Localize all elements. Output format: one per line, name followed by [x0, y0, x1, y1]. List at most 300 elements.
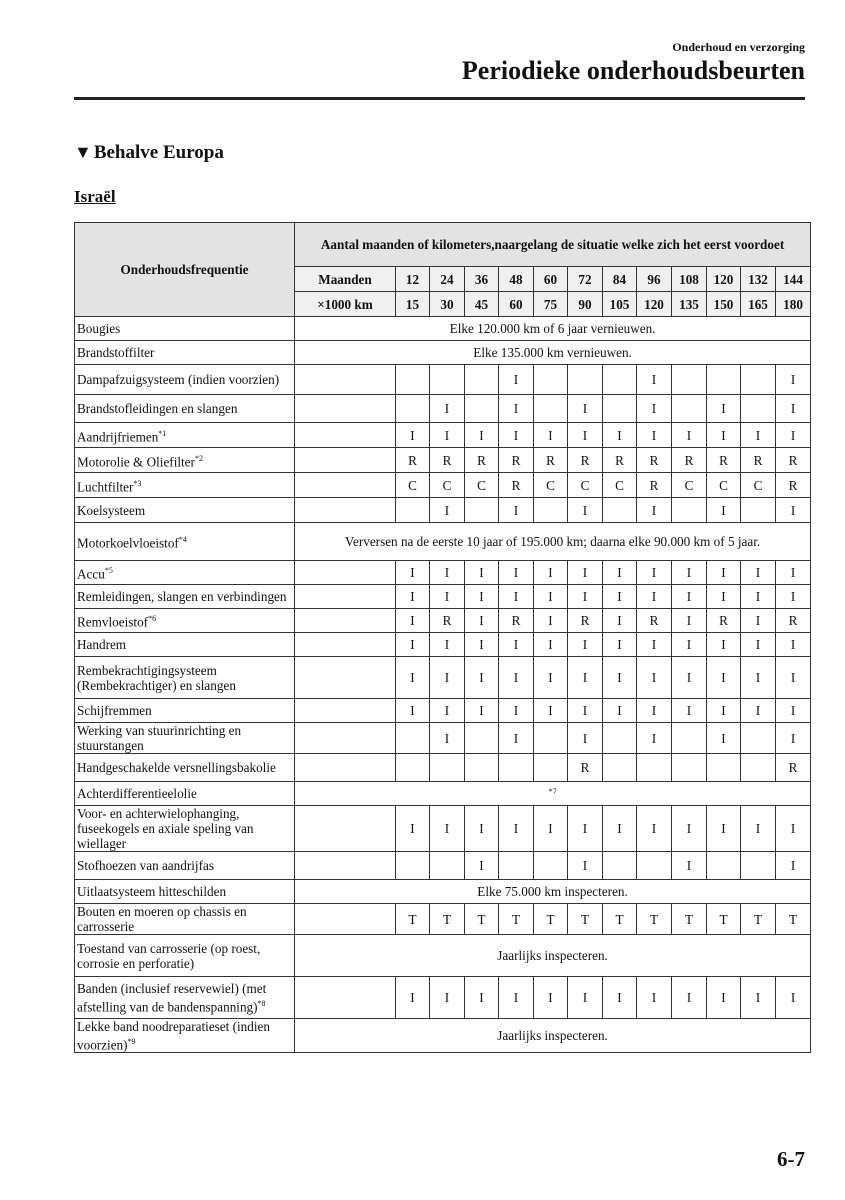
interval-cell: I — [637, 498, 672, 523]
interval-cell: I — [707, 723, 741, 754]
interval-cell: R — [707, 609, 741, 633]
item-text: Aandrijfriemen — [77, 429, 159, 445]
interval-cell: R — [396, 448, 430, 473]
interval-cell: I — [568, 633, 603, 657]
subsection-heading: Israël — [74, 187, 116, 206]
interval-cell: R — [707, 448, 741, 473]
interval-cell: I — [637, 723, 672, 754]
km-header: 75 — [534, 292, 568, 317]
interval-cell: C — [568, 473, 603, 498]
interval-cell: I — [568, 585, 603, 609]
table-row — [75, 448, 811, 473]
empty-label-cell — [295, 585, 396, 609]
interval-cell: I — [465, 423, 499, 448]
interval-cell — [603, 365, 637, 395]
interval-span-text: Elke 120.000 km of 6 jaar vernieuwen. — [295, 317, 811, 341]
table-row — [75, 423, 811, 448]
item-label — [75, 806, 295, 852]
interval-cell: I — [568, 395, 603, 423]
interval-cell — [741, 754, 776, 782]
interval-cell: I — [568, 852, 603, 880]
interval-cell: I — [465, 977, 499, 1019]
interval-cell: I — [776, 561, 811, 585]
item-label — [75, 723, 295, 754]
table-row — [75, 633, 811, 657]
interval-cell — [637, 852, 672, 880]
item-label — [75, 395, 295, 423]
table-row — [75, 498, 811, 523]
interval-cell: I — [396, 699, 430, 723]
interval-cell: I — [672, 423, 707, 448]
interval-cell: I — [603, 561, 637, 585]
interval-cell — [741, 723, 776, 754]
interval-cell: I — [396, 561, 430, 585]
interval-span-text: Verversen na de eerste 10 jaar of 195.000 km; daarna elke 90.000 km of 5 jaar. — [295, 523, 811, 561]
interval-cell: I — [672, 699, 707, 723]
table-row — [75, 1019, 811, 1053]
footnote-marker: *7 — [548, 787, 557, 797]
item-label — [75, 977, 295, 1019]
empty-label-cell — [295, 852, 396, 880]
frequency-header: Onderhoudsfrequentie — [75, 223, 295, 317]
interval-cell: R — [776, 448, 811, 473]
item-text: Dampafzuigsysteem (indien voorzien) — [77, 372, 280, 387]
km-header: 180 — [776, 292, 811, 317]
item-text: Motorolie & Oliefilter — [77, 454, 195, 470]
interval-cell: I — [707, 498, 741, 523]
footnote-marker: *6 — [148, 614, 157, 624]
interval-cell: I — [499, 699, 534, 723]
interval-cell: R — [672, 448, 707, 473]
interval-cell: C — [534, 473, 568, 498]
interval-cell: I — [499, 395, 534, 423]
interval-cell: I — [568, 498, 603, 523]
months-label: Maanden — [295, 267, 396, 292]
item-label — [75, 498, 295, 523]
interval-cell: I — [603, 657, 637, 699]
interval-cell: I — [499, 633, 534, 657]
interval-cell: I — [499, 498, 534, 523]
item-label — [75, 473, 295, 498]
interval-cell — [741, 365, 776, 395]
interval-cell: I — [499, 365, 534, 395]
month-header: 72 — [568, 267, 603, 292]
table-row — [75, 699, 811, 723]
interval-cell: I — [499, 657, 534, 699]
interval-cell: I — [672, 977, 707, 1019]
interval-cell: I — [707, 699, 741, 723]
interval-cell — [672, 498, 707, 523]
interval-cell: R — [499, 473, 534, 498]
table-row — [75, 977, 811, 1019]
interval-cell — [707, 754, 741, 782]
interval-cell: C — [465, 473, 499, 498]
km-header: 150 — [707, 292, 741, 317]
table-row — [75, 395, 811, 423]
month-header: 48 — [499, 267, 534, 292]
interval-cell: I — [603, 806, 637, 852]
interval-cell: T — [776, 904, 811, 935]
triangle-down-icon: ▼ — [74, 142, 92, 162]
interval-cell: I — [672, 633, 707, 657]
item-label — [75, 754, 295, 782]
interval-cell: I — [603, 609, 637, 633]
month-header: 12 — [396, 267, 430, 292]
item-text: Schijfremmen — [77, 703, 152, 718]
item-text: Rembekrachtigingsysteem (Rembekrachtiger) en slangen — [77, 662, 236, 693]
table-row — [75, 473, 811, 498]
interval-cell: I — [672, 806, 707, 852]
interval-cell — [465, 498, 499, 523]
item-label — [75, 365, 295, 395]
table-row — [75, 585, 811, 609]
interval-cell: R — [776, 754, 811, 782]
table-row — [75, 657, 811, 699]
interval-span-note — [295, 782, 811, 806]
empty-label-cell — [295, 657, 396, 699]
interval-cell: I — [465, 806, 499, 852]
interval-cell — [741, 395, 776, 423]
footnote-marker: *1 — [158, 428, 167, 438]
interval-cell — [672, 395, 707, 423]
interval-cell: C — [741, 473, 776, 498]
item-text: Bougies — [77, 321, 121, 336]
interval-cell — [741, 852, 776, 880]
interval-cell — [465, 723, 499, 754]
item-text: Bouten en moeren op chassis en carrosserie — [77, 904, 247, 934]
interval-cell: I — [741, 806, 776, 852]
item-label — [75, 423, 295, 448]
table-row — [75, 609, 811, 633]
item-label — [75, 782, 295, 806]
interval-cell: I — [707, 561, 741, 585]
interval-cell: I — [741, 423, 776, 448]
table-row — [75, 317, 811, 341]
interval-cell: I — [776, 585, 811, 609]
interval-cell: C — [603, 473, 637, 498]
footnote-marker: *5 — [104, 566, 113, 576]
interval-cell: I — [672, 561, 707, 585]
interval-cell: I — [672, 657, 707, 699]
interval-cell: I — [707, 423, 741, 448]
item-text: Koelsysteem — [77, 502, 146, 518]
interval-cell: I — [465, 852, 499, 880]
item-label — [75, 585, 295, 609]
table-row — [75, 341, 811, 365]
interval-cell: I — [603, 585, 637, 609]
interval-cell: I — [637, 699, 672, 723]
interval-cell: R — [499, 609, 534, 633]
table-row — [75, 365, 811, 395]
interval-cell — [396, 395, 430, 423]
interval-cell: I — [499, 723, 534, 754]
interval-cell: I — [396, 633, 430, 657]
interval-cell: I — [534, 633, 568, 657]
interval-cell: R — [776, 473, 811, 498]
interval-cell: I — [707, 395, 741, 423]
interval-cell — [534, 365, 568, 395]
item-label — [75, 699, 295, 723]
item-text: Remvloeistof — [77, 614, 149, 630]
interval-cell — [603, 852, 637, 880]
item-text: Brandstofleidingen en slangen — [77, 401, 238, 416]
interval-cell: I — [568, 806, 603, 852]
interval-cell — [499, 754, 534, 782]
interval-cell: I — [534, 806, 568, 852]
interval-cell: I — [534, 657, 568, 699]
maintenance-schedule-table — [74, 222, 811, 1053]
interval-cell: I — [430, 723, 465, 754]
interval-cell: I — [776, 852, 811, 880]
interval-cell: I — [776, 365, 811, 395]
interval-cell: I — [534, 423, 568, 448]
empty-label-cell — [295, 609, 396, 633]
interval-cell: I — [499, 561, 534, 585]
interval-cell: I — [672, 585, 707, 609]
interval-cell: I — [396, 657, 430, 699]
interval-cell — [672, 754, 707, 782]
interval-cell — [430, 365, 465, 395]
empty-label-cell — [295, 448, 396, 473]
interval-cell: I — [430, 806, 465, 852]
interval-cell: I — [741, 633, 776, 657]
footnote-marker: *8 — [257, 998, 266, 1008]
interval-cell: I — [430, 633, 465, 657]
interval-cell: I — [707, 806, 741, 852]
interval-cell: R — [776, 609, 811, 633]
empty-label-cell — [295, 365, 396, 395]
interval-cell — [534, 723, 568, 754]
footnote-marker: *9 — [127, 1037, 136, 1046]
interval-cell: I — [396, 423, 430, 448]
interval-cell: I — [672, 609, 707, 633]
interval-cell — [430, 852, 465, 880]
interval-cell: I — [568, 657, 603, 699]
interval-cell: R — [465, 448, 499, 473]
interval-cell: I — [637, 806, 672, 852]
interval-cell: I — [707, 977, 741, 1019]
table-row — [75, 723, 811, 754]
interval-cell: I — [637, 395, 672, 423]
empty-label-cell — [295, 723, 396, 754]
km-header: 165 — [741, 292, 776, 317]
interval-cell: I — [637, 657, 672, 699]
interval-cell: R — [568, 609, 603, 633]
km-header: 60 — [499, 292, 534, 317]
table-row — [75, 561, 811, 585]
interval-cell — [396, 852, 430, 880]
item-label — [75, 852, 295, 880]
month-header: 120 — [707, 267, 741, 292]
interval-cell: T — [672, 904, 707, 935]
interval-cell: I — [603, 977, 637, 1019]
interval-cell: T — [568, 904, 603, 935]
interval-cell: I — [637, 561, 672, 585]
item-label — [75, 1019, 295, 1053]
month-header: 144 — [776, 267, 811, 292]
interval-cell: I — [707, 633, 741, 657]
interval-cell: I — [430, 977, 465, 1019]
interval-cell: T — [707, 904, 741, 935]
interval-cell: R — [637, 448, 672, 473]
item-label — [75, 561, 295, 585]
km-header: 135 — [672, 292, 707, 317]
interval-cell — [534, 852, 568, 880]
empty-label-cell — [295, 395, 396, 423]
interval-cell: I — [776, 657, 811, 699]
interval-cell: I — [430, 395, 465, 423]
interval-cell: I — [534, 977, 568, 1019]
table-header-row — [75, 223, 811, 267]
interval-cell: I — [568, 423, 603, 448]
interval-cell: R — [499, 448, 534, 473]
empty-label-cell — [295, 473, 396, 498]
interval-cell — [396, 498, 430, 523]
item-text: Handrem — [77, 637, 127, 652]
interval-cell: I — [776, 498, 811, 523]
interval-cell: T — [396, 904, 430, 935]
interval-cell: R — [637, 609, 672, 633]
month-header: 84 — [603, 267, 637, 292]
item-text: Stofhoezen van aandrijfas — [77, 858, 214, 873]
interval-cell: I — [741, 977, 776, 1019]
empty-label-cell — [295, 699, 396, 723]
item-text: Banden (inclusief reservewiel) (met afstelling van de bandenspanning) — [77, 980, 267, 1015]
interval-cell: T — [430, 904, 465, 935]
interval-cell: I — [568, 699, 603, 723]
interval-cell: I — [776, 977, 811, 1019]
interval-cell: I — [637, 423, 672, 448]
km-header: 120 — [637, 292, 672, 317]
page-title: Periodieke onderhoudsbeurten — [461, 56, 805, 85]
interval-cell: I — [396, 806, 430, 852]
section-heading — [74, 142, 224, 164]
interval-cell: I — [741, 657, 776, 699]
interval-cell: I — [637, 585, 672, 609]
interval-cell: C — [430, 473, 465, 498]
interval-cell: I — [568, 723, 603, 754]
interval-span-text: Elke 135.000 km vernieuwen. — [295, 341, 811, 365]
interval-cell: I — [465, 699, 499, 723]
interval-cell: I — [776, 423, 811, 448]
interval-span-text: Jaarlijks inspecteren. — [295, 1019, 811, 1053]
interval-cell: I — [707, 585, 741, 609]
month-header: 108 — [672, 267, 707, 292]
km-header: 30 — [430, 292, 465, 317]
interval-cell: I — [568, 977, 603, 1019]
table-row — [75, 880, 811, 904]
interval-cell: I — [396, 609, 430, 633]
interval-cell — [603, 498, 637, 523]
chapter-label: Onderhoud en verzorging — [672, 40, 805, 54]
item-text: Achterdifferentieelolie — [77, 786, 197, 801]
interval-cell: R — [568, 448, 603, 473]
page-number: 6-7 — [777, 1147, 805, 1171]
interval-cell: I — [776, 806, 811, 852]
item-label — [75, 633, 295, 657]
empty-label-cell — [295, 423, 396, 448]
interval-cell — [430, 754, 465, 782]
interval-cell: C — [672, 473, 707, 498]
interval-cell — [637, 754, 672, 782]
item-text: Luchtfilter — [77, 479, 134, 495]
item-label — [75, 880, 295, 904]
month-header: 60 — [534, 267, 568, 292]
km-header: 15 — [396, 292, 430, 317]
interval-cell: I — [430, 585, 465, 609]
interval-cell — [672, 723, 707, 754]
interval-span-text: Jaarlijks inspecteren. — [295, 935, 811, 977]
footnote-marker: *3 — [133, 478, 142, 488]
table-row — [75, 806, 811, 852]
empty-label-cell — [295, 904, 396, 935]
item-label — [75, 341, 295, 365]
interval-cell: I — [430, 423, 465, 448]
interval-cell: I — [776, 633, 811, 657]
interval-cell: I — [776, 395, 811, 423]
interval-cell: I — [534, 561, 568, 585]
interval-cell: I — [603, 633, 637, 657]
item-text: Lekke band noodreparatieset (indien voorzien) — [77, 1019, 270, 1053]
interval-cell: I — [430, 657, 465, 699]
interval-cell — [534, 754, 568, 782]
interval-cell: R — [430, 609, 465, 633]
item-label — [75, 657, 295, 699]
interval-cell: I — [568, 561, 603, 585]
interval-cell: I — [499, 806, 534, 852]
interval-cell — [603, 395, 637, 423]
interval-cell — [396, 723, 430, 754]
interval-cell: R — [741, 448, 776, 473]
interval-cell: I — [499, 977, 534, 1019]
interval-cell: I — [499, 585, 534, 609]
km-header: 90 — [568, 292, 603, 317]
month-header: 132 — [741, 267, 776, 292]
empty-label-cell — [295, 754, 396, 782]
interval-header: Aantal maanden of kilometers,naargelang de situatie welke zich het eerst voordoet — [295, 223, 811, 267]
interval-cell — [499, 852, 534, 880]
interval-cell: T — [741, 904, 776, 935]
interval-cell: R — [637, 473, 672, 498]
item-label — [75, 317, 295, 341]
interval-cell — [534, 395, 568, 423]
interval-cell: R — [534, 448, 568, 473]
interval-cell: I — [465, 561, 499, 585]
interval-cell — [534, 498, 568, 523]
table-row — [75, 754, 811, 782]
interval-cell: I — [637, 977, 672, 1019]
empty-label-cell — [295, 977, 396, 1019]
interval-cell: C — [396, 473, 430, 498]
empty-label-cell — [295, 561, 396, 585]
item-text: Motorkoelvloeistof — [77, 535, 179, 551]
table-row — [75, 852, 811, 880]
interval-cell: I — [430, 498, 465, 523]
interval-cell: I — [396, 977, 430, 1019]
interval-cell — [465, 754, 499, 782]
interval-cell: I — [637, 365, 672, 395]
item-text: Uitlaatsysteem hitteschilden — [77, 884, 227, 899]
interval-cell: I — [465, 657, 499, 699]
section-title: Behalve Europa — [93, 142, 224, 163]
interval-cell: I — [776, 699, 811, 723]
interval-cell: T — [534, 904, 568, 935]
interval-cell: I — [741, 585, 776, 609]
item-label — [75, 523, 295, 561]
interval-cell: I — [776, 723, 811, 754]
interval-cell: I — [465, 585, 499, 609]
interval-cell: R — [603, 448, 637, 473]
